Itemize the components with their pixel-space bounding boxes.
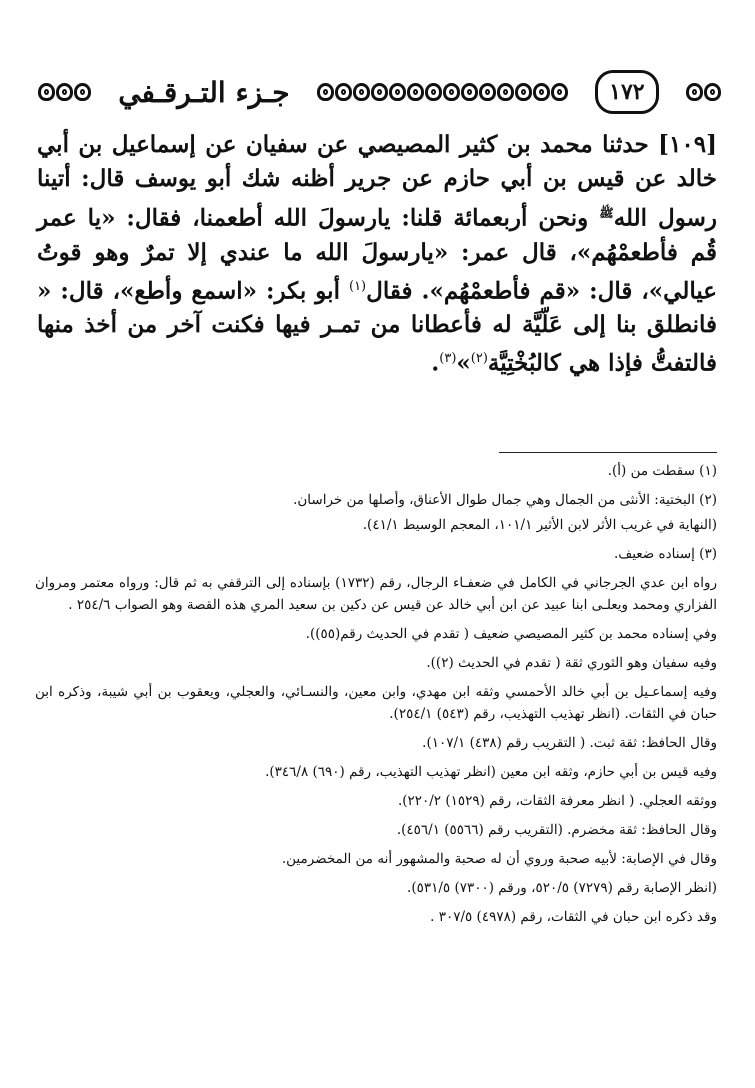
footnote-ref-2: (٢) bbox=[470, 351, 488, 367]
hadith-text-end: . bbox=[431, 349, 440, 377]
footnote-paragraph: وقال الحافظ: ثقة مخضرم. (التقريب رقم (٥٥٦٦) ٤٥٦/١). bbox=[396, 822, 717, 838]
footnote-ref-3: (٣) bbox=[439, 351, 457, 367]
footnote-paragraph: وفيه إسماعـيل بن أبي خالد الأحمسي وثقه ابن مهدي، وابن معين، والنسـائي، والعجلي، ويعقوب بن أبي شيبة، وذكره ابن حبان في الثقات. (انظر تهذيب التهذيب، رقم (٥٤٣) ٢٥٤/١). bbox=[35, 684, 717, 722]
footnote-paragraph: وفيه قيس بن أبي حازم، وثقه ابن معين (انظر تهذيب التهذيب، رقم (٦٩٠) ٣٤٦/٨). bbox=[265, 764, 717, 780]
hadith-text-part-3: أبو بكر: «اسمع وأطع»، قال: « فانطلق بنا إلى عَلّيَّة له فأعطانا من تمـر فيها فكنت آخر من أخذ منها فالتفتُّ فإذا هي كالبُخْتِيَّة bbox=[37, 277, 717, 377]
footnote-divider bbox=[499, 452, 717, 453]
page-number: ١٧٢ bbox=[609, 79, 645, 105]
footnote-ref-1: (١) bbox=[348, 278, 367, 294]
hadith-text-part-1: حدثنا محمد بن كثير المصيصي عن سفيان عن إسماعيل بن أبي خالد عن قيس بن أبي حازم عن جرير أظنه شك أبو يوسف قال: أتينا رسول الله bbox=[37, 131, 717, 232]
footnote-paragraph: وفيه سفيان وهو الثوري ثقة ( تقدم في الحديث (٢)). bbox=[426, 655, 717, 671]
footnote-3: (٣) إسناده ضعيف. bbox=[613, 546, 717, 562]
footnote-paragraph: وفي إسناده محمد بن كثير المصيصي ضعيف ( تقدم في الحديث رقم(٥٥)). bbox=[305, 626, 717, 642]
hadith-text-part-2: ونحن أربعمائة قلنا: يارسولَ الله أطعمنا، فقال: «يا عمر قُم فأطعمْهُم»، قال عمر: «يارسولَ الله ما عندي إلا تمرٌ وهو قوتُ عيالي»، قال: «قم فأطعمْهُم». فقال bbox=[37, 204, 717, 305]
footnote-paragraph: وقد ذكره ابن حبان في الثقات، رقم (٤٩٧٨) ٣٠٧/٥ . bbox=[430, 909, 717, 925]
honorific-symbol: ﷺ bbox=[599, 206, 614, 220]
footnote-paragraph: وقال الحافظ: ثقة ثبت. ( التقريب رقم (٤٣٨) ١٠٧/١). bbox=[422, 735, 717, 751]
footnotes bbox=[35, 460, 717, 935]
ornament-right bbox=[686, 83, 721, 101]
hadith-text bbox=[37, 128, 717, 381]
footnote-2: (٢) البختية: الأنثى من الجمال وهي جمال طوال الأعناق، وأصلها من خراسان. bbox=[293, 492, 717, 508]
footnote-paragraph: وقال في الإصابة: لأبيه صحبة وروي أن له صحبة والمشهور أنه من المخضرمين. bbox=[281, 851, 717, 867]
hadith-paragraph: [١٠٩] حدثنا محمد بن كثير المصيصي عن سفيان عن إسماعيل بن أبي خالد عن قيس بن أبي حازم عن جرير أظنه شك أبو يوسف قال: أتينا رسول الله$^ﷺ$ ونحن أربعمائة قلنا: يارسولَ الله أطعمنا، فقال: «يا عمر قُم فأطعمْهُم»، قال عمر: «يارسولَ الله ما عندي إلا تمرٌ وهو قوتُ عيالي»، قال: «قم فأطعمْهُم». فقال$^{(١)}$ أبو بكر: «اسمع وأطع»، قال: « فانطلق بنا إلى عَلّيَّة له فأعطانا من تمـر فيها فكنت آخر من أخذ منها فالتفتُّ فإذا هي كالبُخْتِيَّة$^{(٢)}$»$^{(٣)}$. bbox=[37, 131, 717, 377]
footnote-2-source: (النهاية في غريب الأثر لابن الأثير ١٠١/١، المعجم الوسيط ٤١/١). bbox=[362, 517, 717, 533]
page-number-frame bbox=[595, 70, 659, 114]
footnote-paragraph: ووثقه العجلي. ( انظر معرفة الثقات، رقم (١٥٢٩) ٢٢٠/٢). bbox=[397, 793, 717, 809]
running-title: جـزء التـرقـفي bbox=[118, 75, 290, 109]
footnote-1: (١) سقطت من (أ). bbox=[607, 463, 717, 479]
footnote-paragraph: رواه ابن عدي الجرجاني في الكامل في ضعفـاء الرجال، رقم (١٧٣٢) بإسناده إلى الترقفي به ثم قال: ورواه معتمر ومروان الفزاري ومحمد ويعلـى ابنا عبيد عن ابن أبي خالد عن قيس عن دكين بن سعيد المري هذه القصة وهو الصواب ٢٥٤/٦ . bbox=[35, 575, 717, 613]
ornament-left bbox=[38, 83, 91, 101]
hadith-number: [١٠٩] bbox=[658, 131, 717, 158]
footnote-paragraph: (انظر الإصابة رقم (٧٢٧٩) ٥٢٠/٥، ورقم (٧٣٠٠) ٥٣١/٥). bbox=[407, 880, 717, 896]
page-header bbox=[38, 66, 721, 118]
ornament-center bbox=[317, 83, 568, 101]
